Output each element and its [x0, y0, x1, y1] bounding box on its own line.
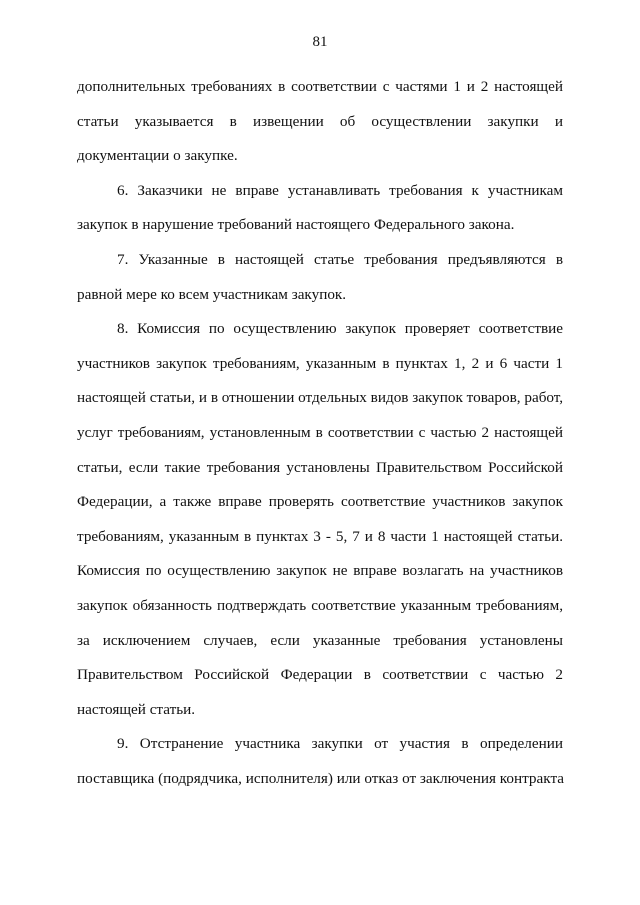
paragraph-6	[77, 174, 563, 243]
paragraph-8	[77, 312, 563, 727]
text-line: услуг требованиям, установленным в соответствии с частью 2 настоящей	[77, 423, 563, 441]
text-line: требованиям, указанным в пунктах 3 - 5, 7 и 8 части 1 настоящей статьи.	[77, 527, 563, 545]
text-line: Правительством Российской Федерации в соответствии с частью 2	[77, 666, 563, 684]
text-line: поставщика (подрядчика, исполнителя) или отказ от заключения контракта	[77, 769, 565, 787]
document-body	[77, 70, 563, 796]
text-line: дополнительных требованиях в соответствии с частями 1 и 2 настоящей	[77, 78, 563, 95]
text-line: равной мере ко всем участникам закупок.	[77, 285, 347, 303]
text-line: статьи указывается в извещении об осуществлении закупки и	[77, 112, 563, 130]
text-line: 8. Комиссия по осуществлению закупок проверяет соответствие	[117, 320, 563, 338]
text-line: настоящей статьи, и в отношении отдельных видов закупок товаров, работ,	[77, 389, 564, 407]
text-line: документации о закупке.	[77, 147, 238, 165]
text-line: закупок обязанность подтверждать соответствие указанным требованиям,	[77, 596, 563, 614]
text-line: Комиссия по осуществлению закупок не вправе возлагать на участников	[77, 562, 563, 580]
text-line: 6. Заказчики не вправе устанавливать требования к участникам	[117, 181, 563, 199]
text-line: 7. Указанные в настоящей статье требования предъявляются в	[117, 250, 563, 268]
text-line: за исключением случаев, если указанные требования установлены	[77, 631, 563, 649]
text-line: участников закупок требованиям, указанным в пунктах 1, 2 и 6 части 1	[77, 354, 563, 372]
paragraph-7	[77, 243, 563, 312]
text-line: Федерации, а также вправе проверять соответствие участников закупок	[77, 493, 563, 511]
text-line: закупок в нарушение требований настоящего Федерального закона.	[77, 216, 515, 234]
text-line: 9. Отстранение участника закупки от участия в определении	[117, 735, 563, 753]
paragraph-continuation	[77, 70, 563, 174]
page-number: 81	[312, 34, 328, 50]
text-line: статьи, если такие требования установлены Правительством Российской	[77, 458, 563, 476]
text-line: настоящей статьи.	[77, 700, 196, 718]
paragraph-9	[77, 727, 563, 796]
